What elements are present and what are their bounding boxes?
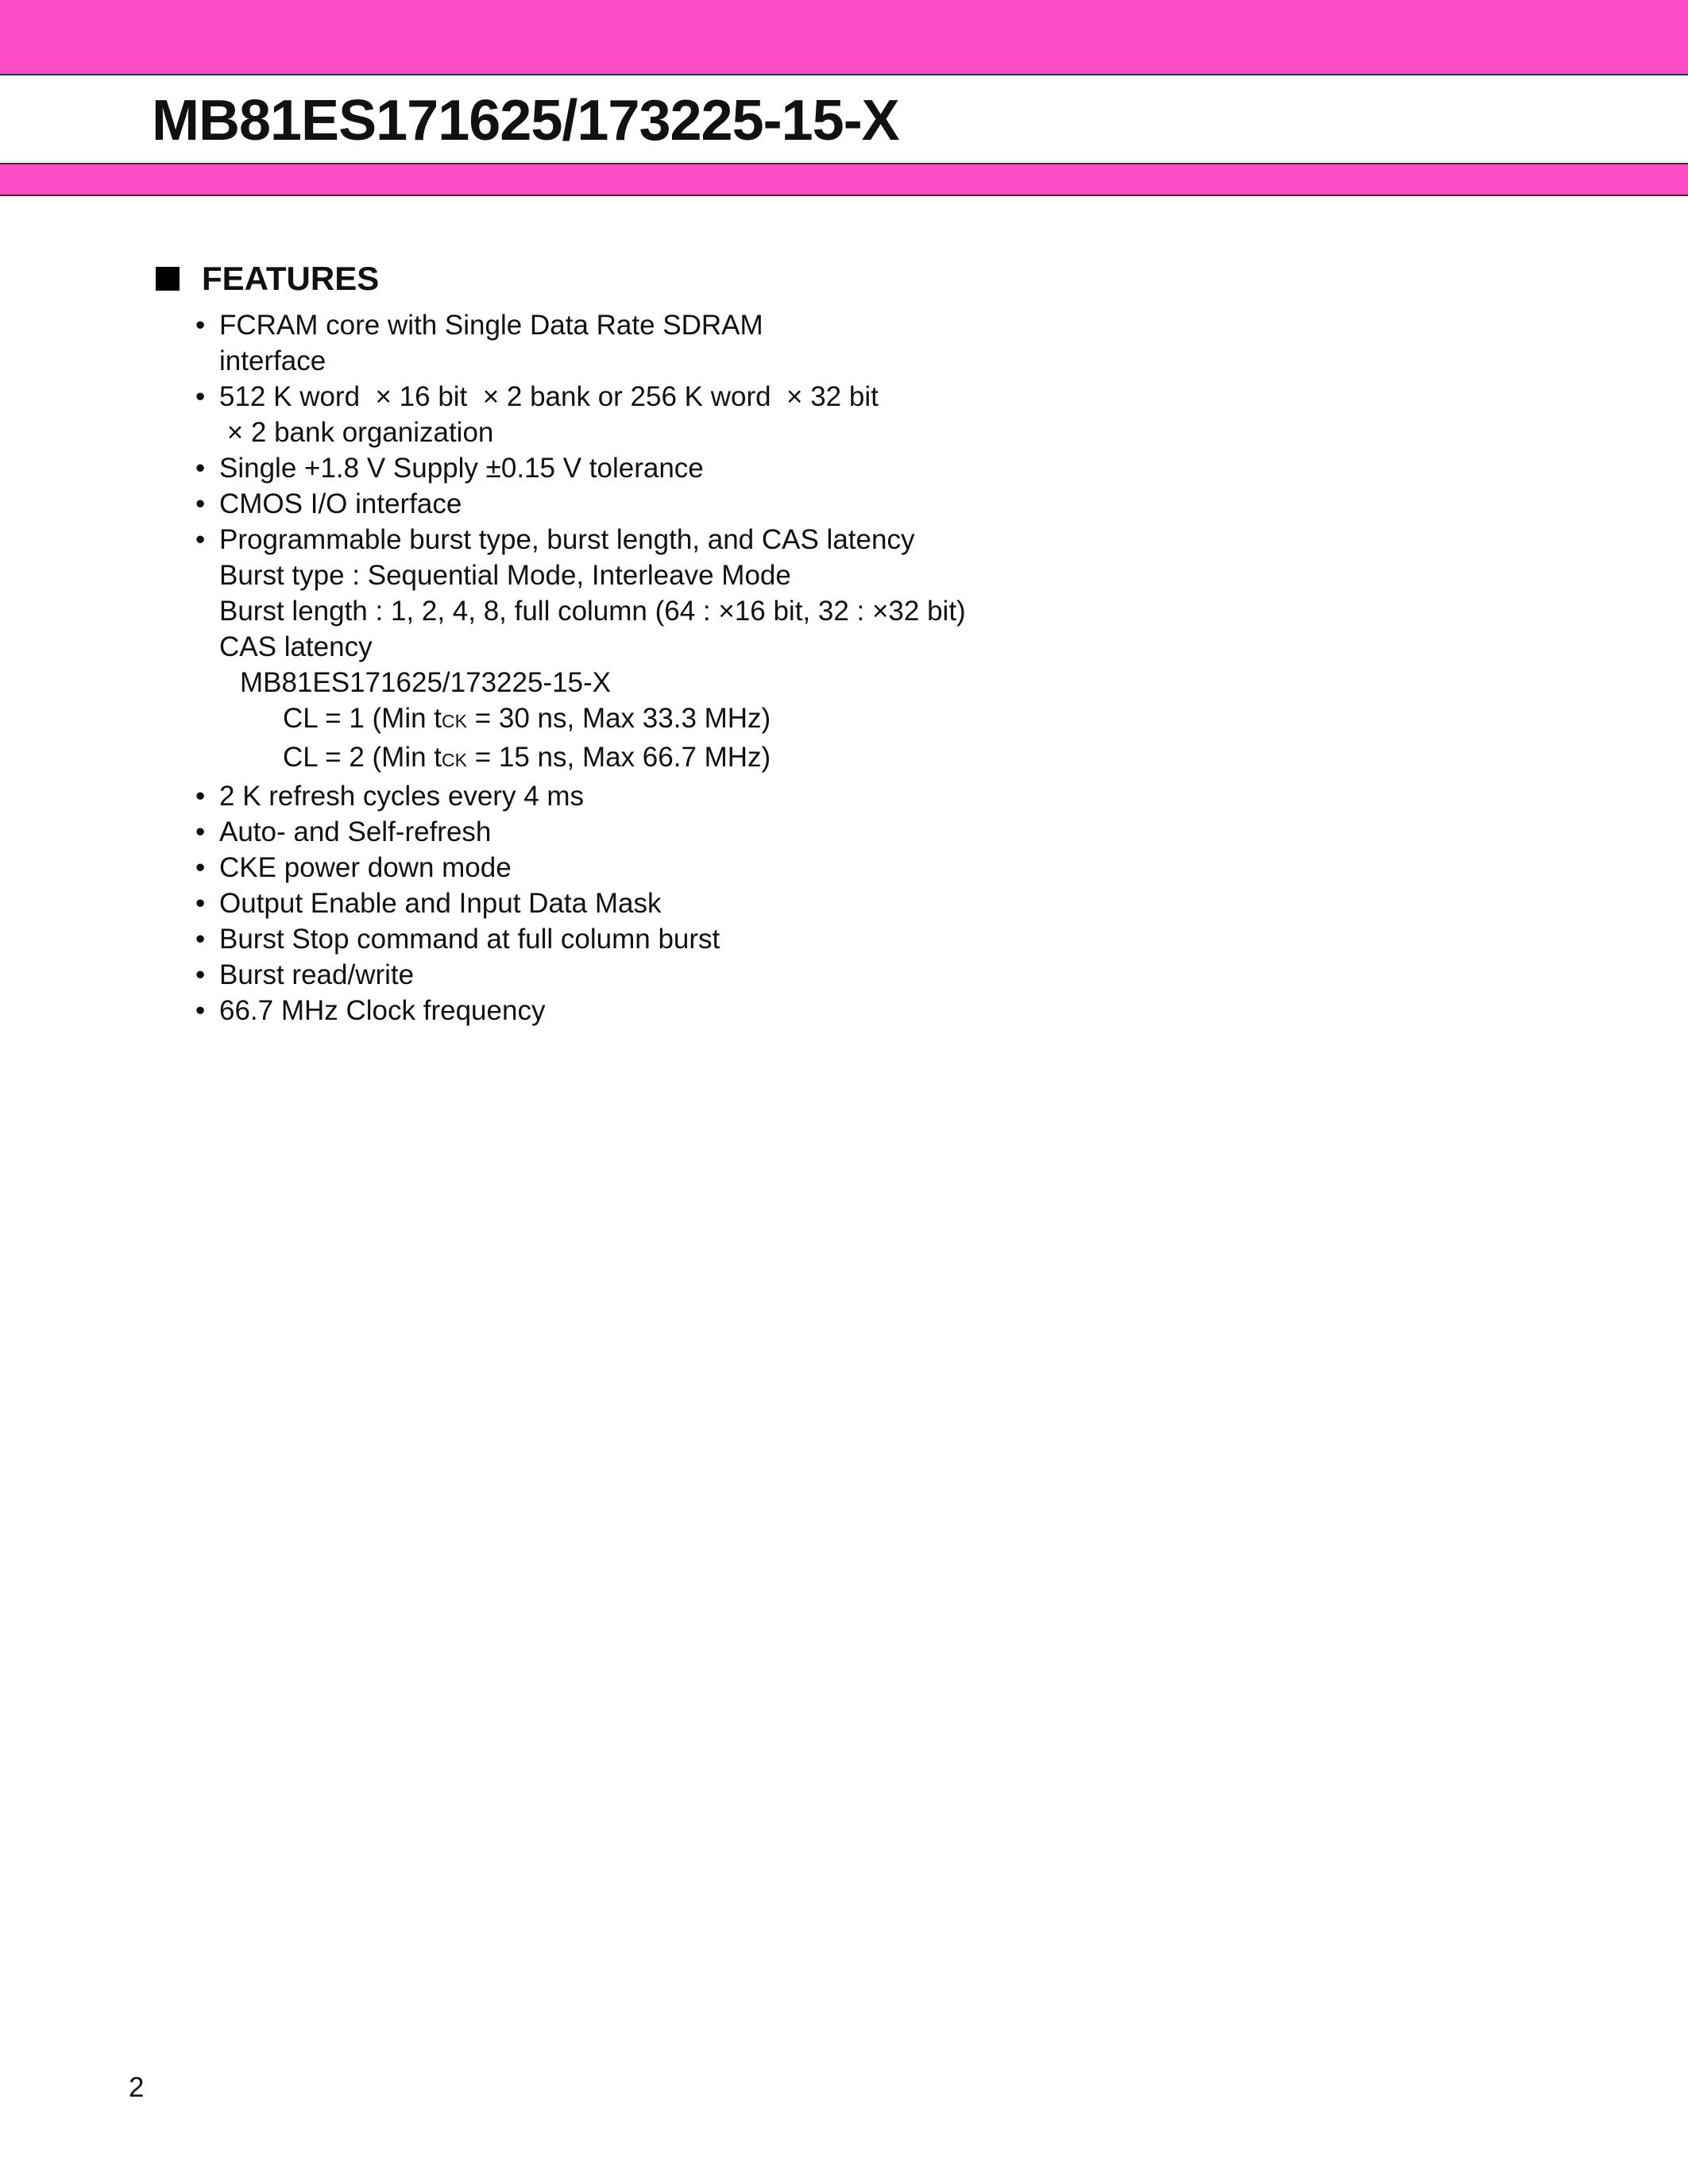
list-item [195,850,1387,886]
list-item [195,486,1387,522]
header-band-top [0,0,1688,75]
list-item-text: CMOS I/O interface [219,488,462,519]
list-item [195,993,1387,1028]
list-item [195,957,1387,993]
list-item-text: 66.7 MHz Clock frequency [219,995,546,1026]
list-item-text: Burst type : Sequential Mode, Interleave Mode [219,560,791,591]
list-item [195,886,1387,921]
document-title: MB81ES171625/173225-15-X [152,89,899,152]
list-item-text: Single +1.8 V Supply ±0.15 V tolerance [219,453,704,484]
list-item-text: CKE power down mode [219,852,512,883]
list-item-text: 512 K word × 16 bit × 2 bank or 256 K word × 32 bit [219,381,879,412]
features-list [195,307,1387,1028]
list-item-text: Programmable burst type, burst length, and CAS latency [219,524,915,555]
list-item [195,450,1387,486]
list-item-text: interface [219,345,326,376]
list-item-text: CAS latency [219,631,373,662]
list-item-text: Burst read/write [219,959,415,990]
list-item [195,778,1387,814]
bullet: • [195,781,206,812]
bullet: • [195,816,206,847]
bullet: • [195,488,206,519]
list-item [195,921,1387,957]
bullet: • [195,852,206,883]
cas-latency-cl2 [219,739,1387,778]
header-band-bottom [0,163,1688,196]
section-heading-text: FEATURES [202,260,380,297]
section-heading [156,259,379,299]
list-item-text: Output Enable and Input Data Mask [219,888,662,919]
bullet: • [195,453,206,484]
cl1-subscript: CK [442,711,467,731]
cl2-post: = 15 ns, Max 66.7 MHz) [466,742,771,773]
list-item-text: Burst Stop command at full column burst [219,924,720,955]
filled-square-icon [156,267,180,291]
bullet: • [195,959,206,990]
list-item [195,522,1387,778]
list-item-text: FCRAM core with Single Data Rate SDRAM [219,310,763,341]
list-item [195,379,1387,450]
cl2-subscript: CK [442,750,467,770]
cas-latency-cl1 [219,700,1387,739]
cl1-pre: CL = 1 (Min t [283,703,442,734]
list-item-text: 2 K refresh cycles every 4 ms [219,781,585,812]
list-item-text: Auto- and Self-refresh [219,816,492,847]
bullet: • [195,381,206,412]
cl1-post: = 30 ns, Max 33.3 MHz) [466,703,771,734]
cl2-pre: CL = 2 (Min t [283,742,442,773]
list-item [195,307,1387,379]
list-item [195,814,1387,850]
bullet: • [195,524,206,555]
bullet: • [195,310,206,341]
page-number: 2 [129,2072,145,2103]
bullet: • [195,995,206,1026]
bullet: • [195,888,206,919]
bullet: • [195,924,206,955]
list-item-text: × 2 bank organization [219,417,494,448]
list-item-text: Burst length : 1, 2, 4, 8, full column (64 : ×16 bit, 32 : ×32 bit) [219,596,966,627]
part-number-text: MB81ES171625/173225-15-X [240,667,612,698]
